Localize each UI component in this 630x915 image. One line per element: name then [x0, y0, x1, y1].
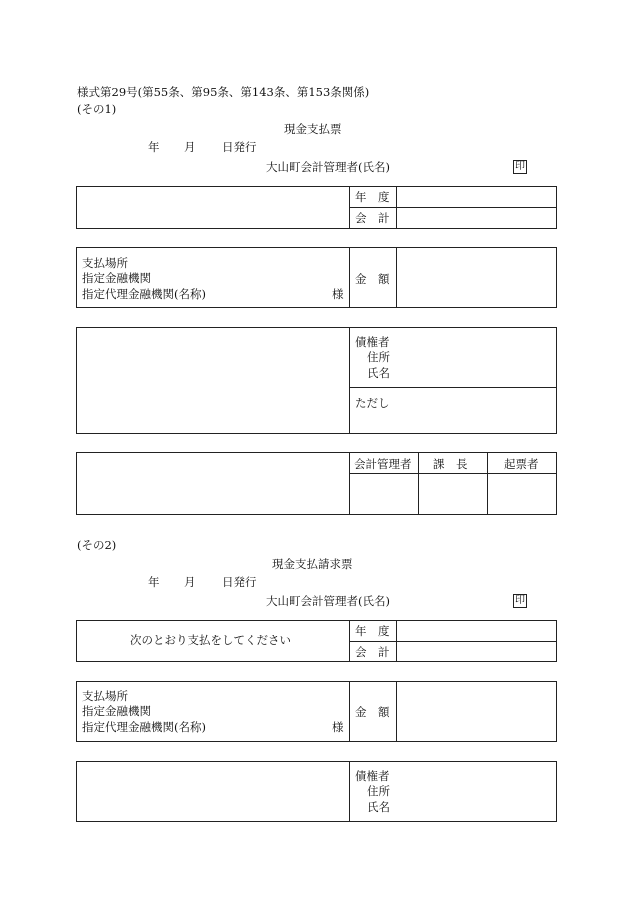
part2-title: 現金支払請求票 [272, 557, 353, 571]
part1-kaikei-label: 会 計 [355, 211, 390, 225]
creditor-name-label: 氏名 [367, 366, 390, 380]
part2-seal-mark: 印 [515, 595, 525, 606]
part1-date-month: 月 [184, 140, 196, 154]
payment-place-label: 支払場所 [82, 256, 128, 270]
part1-label: (その1) [77, 102, 117, 116]
designated-agent-bank-label: 指定代理金融機関(名称) [82, 287, 206, 301]
part1-creditor-box [76, 327, 557, 434]
amount-label: 金 額 [355, 272, 390, 286]
part1-title: 現金支払票 [284, 122, 342, 136]
creditor-address-label: 住所 [367, 350, 390, 364]
form-number: 様式第29号(第55条、第95条、第143条、第153条関係) [77, 85, 370, 99]
part1-approval-box [76, 452, 557, 515]
sama-label: 様 [332, 287, 344, 301]
part2-date-year: 年 [148, 575, 160, 589]
part2-creditor-label: 債権者 [355, 769, 390, 783]
part1-seal-mark: 印 [515, 161, 525, 172]
drafter-header: 起票者 [504, 457, 539, 471]
part2-creditor-address-label: 住所 [367, 784, 390, 798]
accountant-header: 会計管理者 [354, 457, 412, 471]
part2-issuer: 大山町会計管理者(氏名) [266, 594, 390, 608]
part1-date-day: 日発行 [222, 140, 257, 154]
part2-date-day: 日発行 [222, 575, 257, 589]
part1-issuer: 大山町会計管理者(氏名) [266, 160, 390, 174]
part2-amount-label: 金 額 [355, 705, 390, 719]
tadashi-label: ただし [355, 396, 390, 410]
designated-bank-label: 指定金融機関 [82, 271, 151, 285]
part2-sama-label: 様 [332, 720, 344, 734]
part2-kaikei-label: 会 計 [355, 645, 390, 659]
section-chief-header: 課 長 [433, 457, 468, 471]
part2-nendo-label: 年 度 [355, 624, 390, 638]
part2-creditor-box [76, 761, 557, 822]
part2-label: (その2) [77, 538, 117, 552]
payment-request-text: 次のとおり支払をしてください [130, 633, 291, 647]
part2-creditor-name-label: 氏名 [367, 800, 390, 814]
part1-nendo-label: 年 度 [355, 190, 390, 204]
part2-payment-place-label: 支払場所 [82, 689, 128, 703]
part2-designated-agent-bank-label: 指定代理金融機関(名称) [82, 720, 206, 734]
part1-date-year: 年 [148, 140, 160, 154]
part2-designated-bank-label: 指定金融機関 [82, 704, 151, 718]
creditor-label: 債権者 [355, 335, 390, 349]
part2-date-month: 月 [184, 575, 196, 589]
